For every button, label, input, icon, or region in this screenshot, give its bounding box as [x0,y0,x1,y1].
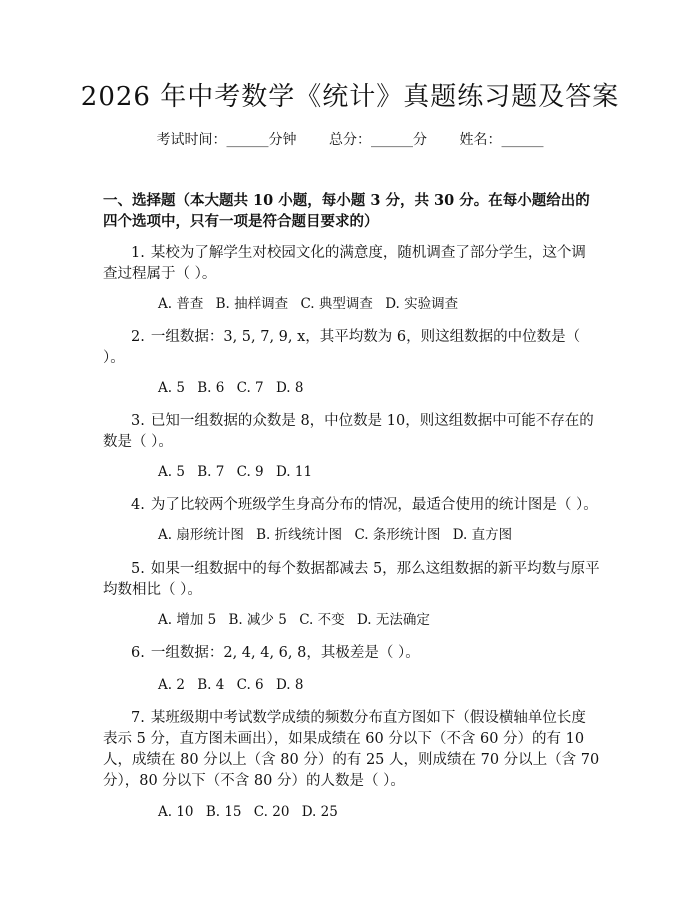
question-text: 一组数据：2, 4, 4, 6, 8，其极差是（ ）。 [150,645,420,661]
question-options [158,610,598,630]
option-a: A. 10 [158,804,194,820]
question-number: 7. [131,710,145,726]
question-item [103,243,600,285]
option-b: B. 抽样调查 [215,296,289,312]
question-item [103,495,600,516]
question-number: 1. [131,245,145,261]
option-d: D. 11 [275,464,313,480]
question-item [103,559,600,601]
question-item [103,708,600,792]
question-text: 一组数据：3, 5, 7, 9, x，其平均数为 6，则这组数据的中位数是（ ）。 [103,329,581,366]
option-d: D. 无法确定 [356,612,430,628]
option-a: A. 2 [158,677,185,693]
exam-info [0,130,700,150]
option-c: C. 典型调查 [300,296,373,312]
option-b: B. 4 [197,677,225,693]
question-text: 已知一组数据的众数是 8，中位数是 10，则这组数据中可能不存在的数是（ ）。 [103,413,594,450]
option-b: B. 6 [197,380,225,396]
option-a: A. 普查 [158,296,204,312]
question-item [103,411,600,453]
question-item [103,643,600,664]
question-text: 某班级期中考试数学成绩的频数分布直方图如下（假设横轴单位长度表示 5 分，直方图未画出），如果成绩在 60 分以下（不含 60 分）的有 10 人，成绩在 80 分以上（含 80 分）的有 25 人，则成绩在 70 分以上（含 70 分），80 分以下（不含 80 分）的人数是（ ）。 [103,710,600,789]
option-c: C. 条形统计图 [354,527,441,543]
question-options [158,525,598,545]
option-b: B. 减少 5 [228,612,287,628]
option-b: B. 15 [205,804,242,820]
question-number: 4. [131,497,145,513]
question-text: 某校为了解学生对校园文化的满意度，随机调查了部分学生，这个调查过程属于（ ）。 [103,245,586,282]
question-options [158,675,598,695]
question-number: 3. [131,413,145,429]
option-b: B. 折线统计图 [256,527,343,543]
option-a: A. 扇形统计图 [158,527,244,543]
page-title: 2026 年中考数学《统计》真题练习题及答案 [80,82,620,112]
option-a: A. 增加 5 [158,612,217,628]
option-d: D. 25 [301,804,338,820]
option-c: C. 20 [253,804,290,820]
question-text: 为了比较两个班级学生身高分布的情况，最适合使用的统计图是（ ）。 [150,497,598,513]
option-a: A. 5 [158,380,185,396]
question-number: 2. [131,329,145,345]
question-options [158,462,598,482]
total-score-field: 总分：______分 [329,132,427,148]
option-b: B. 7 [197,464,225,480]
option-d: D. 8 [275,677,304,693]
option-c: C. 6 [236,677,264,693]
option-d: D. 实验调查 [385,296,459,312]
option-c: C. 不变 [299,612,345,628]
option-c: C. 7 [236,380,264,396]
question-number: 6. [131,645,145,661]
option-a: A. 5 [158,464,185,480]
question-text: 如果一组数据中的每个数据都减去 5，那么这组数据的新平均数与原平均数相比（ ）。 [103,561,600,598]
option-d: D. 直方图 [452,527,513,543]
option-c: C. 9 [236,464,264,480]
section-heading: 一、选择题（本大题共 10 小题，每小题 3 分，共 30 分。在每小题给出的四个选项中，只有一项是符合题目要求的） [103,192,590,230]
exam-time-field: 考试时间：______分钟 [156,132,297,148]
question-options [158,802,598,822]
question-item [103,327,600,369]
question-options [158,294,598,314]
question-number: 5. [131,561,145,577]
option-d: D. 8 [275,380,304,396]
question-options [158,378,598,398]
name-field: 姓名：______ [459,132,544,148]
